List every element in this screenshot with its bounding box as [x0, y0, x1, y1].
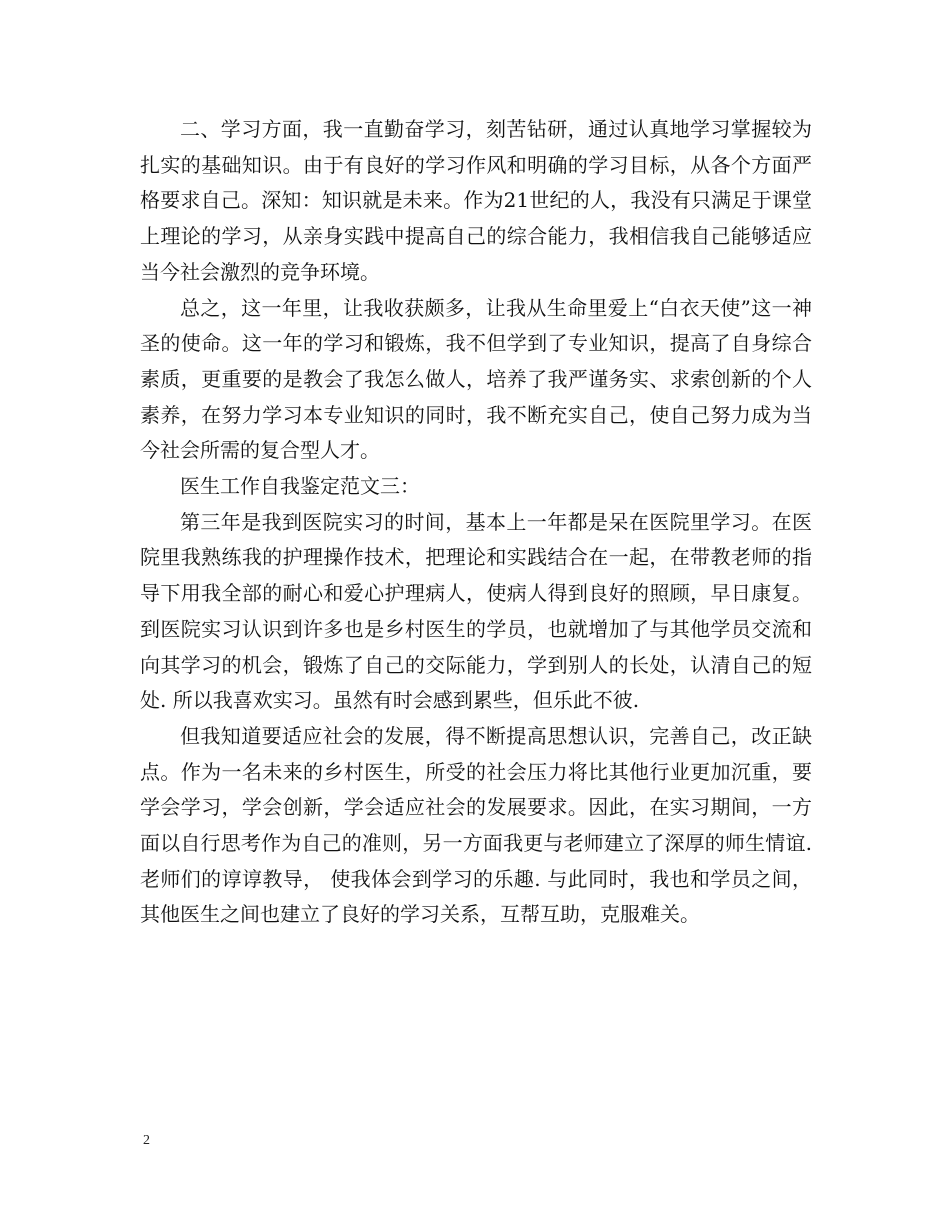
page-number: 2: [143, 1133, 150, 1148]
section-heading: 医生工作自我鉴定范文三：: [180, 474, 420, 499]
paragraph-summary: 总之，这一年里，让我收获颇多，让我从生命里爱上“白衣天使”这一神圣的使命。这一年的学习和锻炼，我不但学到了专业知识，提高了自身综合素质，更重要的是教会了我怎么做人，培养了我严谨务实、求索创新的个人素养，在努力学习本专业知识的同时，我不断充实自己，使自己努力成为当今社会所需的复合型人才。: [140, 295, 812, 463]
paragraph-development: 但我知道要适应社会的发展，得不断提高思想认识，完善自己，改正缺点。作为一名未来的乡村医生，所受的社会压力将比其他行业更加沉重，要学会学习，学会创新，学会适应社会的发展要求。因此，在实习期间，一方面以自行思考作为自己的准则，另一方面我更与老师建立了深厚的师生情谊. 老师们的谆谆教导， 使我体会到学习的乐趣. 与此同时，我也和学员之间，其他医生之间也建立了良好的学习关系，互帮互助，克服难关。: [140, 723, 812, 927]
paragraph-internship: 第三年是我到医院实习的时间，基本上一年都是呆在医院里学习。在医院里我熟练我的护理操作技术，把理论和实践结合在一起，在带教老师的指导下用我全部的耐心和爱心护理病人，使病人得到良好的照顾，早日康复。到医院实习认识到许多也是乡村医生的学员，也就增加了与其他学员交流和向其学习的机会，锻炼了自己的交际能力，学到别人的长处，认清自己的短处. 所以我喜欢实习。虽然有时会感到累些，但乐此不彼.: [140, 509, 812, 713]
document-body: [140, 112, 812, 933]
paragraph-study: 二、学习方面，我一直勤奋学习，刻苦钻研，通过认真地学习掌握较为扎实的基础知识。由于有良好的学习作风和明确的学习目标，从各个方面严格要求自己。深知：知识就是未来。作为21世纪的人，我没有只满足于课堂上理论的学习，从亲身实践中提高自己的综合能力，我相信我自己能够适应当今社会激烈的竞争环境。: [140, 117, 812, 284]
